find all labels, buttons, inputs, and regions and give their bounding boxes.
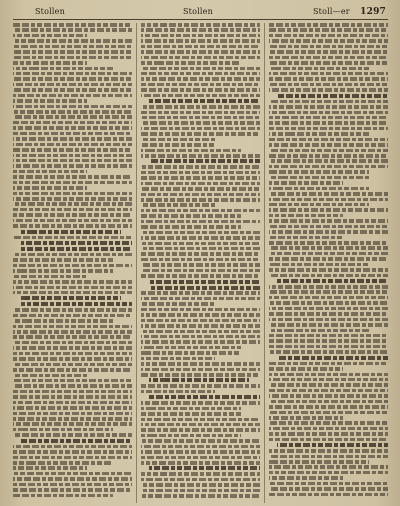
text-line (269, 165, 388, 169)
text-line (141, 258, 260, 262)
text-line (269, 241, 388, 245)
text-line (13, 269, 113, 273)
text-line (141, 45, 260, 49)
text-line (269, 421, 388, 425)
text-line (13, 275, 87, 279)
text-line (269, 198, 388, 202)
text-line (141, 56, 260, 60)
text-line (269, 400, 388, 404)
text-line (141, 187, 260, 191)
text-line (269, 252, 388, 256)
text-line (269, 383, 388, 387)
text-line (13, 433, 132, 437)
text-line (141, 346, 241, 350)
text-line (141, 23, 260, 27)
text-line (141, 242, 260, 246)
text-line (13, 374, 87, 378)
text-line (13, 72, 132, 76)
text-line (13, 132, 132, 136)
text-line (13, 50, 132, 54)
text-line (21, 241, 132, 245)
text-line (141, 351, 241, 355)
text-line (141, 461, 260, 465)
text-line (141, 390, 215, 394)
text-line (269, 482, 388, 486)
text-line (13, 352, 132, 356)
text-line (13, 88, 132, 92)
text-line (269, 214, 343, 218)
text-line (149, 286, 260, 290)
text-line (141, 423, 260, 427)
text-line (141, 450, 260, 454)
text-line (269, 455, 388, 459)
text-line (21, 439, 132, 443)
text-line (269, 389, 388, 393)
text-line (13, 126, 132, 130)
text-line (149, 159, 260, 163)
text-line (141, 165, 260, 169)
text-line (21, 296, 121, 300)
text-line (269, 208, 388, 212)
text-line (141, 171, 260, 175)
text-line (141, 149, 241, 153)
text-line (141, 472, 260, 476)
text-line (269, 192, 388, 196)
text-line (13, 148, 132, 152)
text-line (277, 94, 388, 98)
text-line (141, 231, 260, 235)
text-line (141, 428, 260, 432)
text-line (13, 197, 132, 201)
text-line (269, 23, 388, 27)
text-line (269, 181, 343, 185)
text-line (269, 350, 388, 354)
header-right-word: Stoll—er (313, 7, 350, 16)
text-line (269, 72, 388, 76)
text-line (141, 116, 260, 120)
text-line (13, 115, 132, 119)
text-line (13, 23, 132, 27)
text-line (141, 308, 260, 312)
text-line (13, 428, 113, 432)
text-line (269, 301, 388, 305)
text-line (141, 247, 260, 251)
text-line (141, 291, 260, 295)
text-line (13, 314, 132, 318)
text-line (13, 477, 132, 481)
text-line (13, 357, 132, 361)
text-line (13, 181, 132, 185)
text-line (269, 154, 388, 158)
text-line (141, 236, 260, 240)
text-line (141, 143, 215, 147)
text-line (141, 384, 260, 388)
text-line (13, 99, 87, 103)
text-line (269, 116, 388, 120)
text-line (141, 72, 260, 76)
text-line (269, 56, 388, 60)
text-line (141, 193, 260, 197)
text-line (269, 345, 388, 349)
text-line (277, 356, 388, 360)
text-line (269, 61, 388, 65)
text-line (269, 290, 388, 294)
text-line (141, 313, 260, 317)
header-center-word: Stollen (183, 7, 213, 16)
text-line (141, 483, 260, 487)
text-line (149, 378, 249, 382)
text-line (13, 110, 132, 114)
text-line (269, 203, 369, 207)
text-line (141, 88, 260, 92)
text-line (13, 56, 132, 60)
text-line (141, 111, 260, 115)
text-line (269, 296, 388, 300)
text-line (141, 401, 260, 405)
text-line (269, 476, 343, 480)
text-line (13, 450, 132, 454)
text-line (141, 105, 260, 109)
text-line (141, 225, 241, 229)
text-line (13, 319, 113, 323)
text-line (269, 274, 388, 278)
text-line (269, 170, 369, 174)
text-line (269, 318, 388, 322)
text-line (141, 368, 260, 372)
text-line (269, 394, 388, 398)
text-line (13, 258, 113, 262)
text-line (13, 472, 132, 476)
text-line (13, 308, 132, 312)
text-line (269, 307, 388, 311)
text-line (141, 34, 260, 38)
text-line (141, 456, 260, 460)
text-line (141, 418, 260, 422)
text-line (269, 312, 388, 316)
text-line (269, 268, 388, 272)
text-line (21, 302, 132, 306)
text-line (269, 438, 388, 442)
text-line (149, 395, 260, 399)
column-right (264, 23, 388, 503)
text-line (13, 253, 132, 257)
text-line (269, 149, 388, 153)
text-line (141, 94, 260, 98)
text-line (13, 154, 132, 158)
text-line (269, 362, 388, 366)
text-line (141, 434, 241, 438)
text-line (13, 325, 132, 329)
text-line (13, 236, 132, 240)
text-line (269, 100, 388, 104)
text-line (141, 220, 260, 224)
text-line (13, 28, 132, 32)
text-line (141, 297, 260, 301)
text-line (269, 45, 388, 49)
text-line (269, 28, 388, 32)
text-line (269, 105, 388, 109)
text-line (269, 373, 388, 377)
text-line (141, 489, 260, 493)
text-line (141, 335, 260, 339)
text-line (13, 466, 87, 470)
text-line (141, 138, 215, 142)
text-line (269, 416, 343, 420)
text-line (141, 28, 260, 32)
text-line (141, 324, 260, 328)
text-line (141, 330, 260, 334)
text-line (13, 186, 87, 190)
text-line (269, 378, 388, 382)
running-header (13, 6, 388, 20)
text-line (269, 143, 388, 147)
text-line (269, 138, 388, 142)
text-line (13, 363, 132, 367)
column-left (13, 23, 132, 503)
text-line (141, 198, 260, 202)
text-line (141, 252, 260, 256)
text-line (269, 159, 388, 163)
text-line (13, 159, 132, 163)
text-line (141, 302, 215, 306)
text-line (13, 445, 132, 449)
text-line (269, 471, 388, 475)
text-line (149, 280, 260, 284)
text-line (141, 412, 241, 416)
text-line (269, 219, 388, 223)
text-line (141, 61, 241, 65)
text-line (269, 334, 388, 338)
text-line (13, 335, 132, 339)
text-line (13, 401, 132, 405)
text-line (269, 367, 343, 371)
text-line (13, 34, 87, 38)
text-line (13, 379, 132, 383)
text-line (277, 443, 388, 447)
text-line (269, 427, 388, 431)
text-line (13, 137, 132, 141)
text-line (141, 67, 260, 71)
text-line (13, 208, 132, 212)
text-line (141, 478, 260, 482)
text-line (13, 164, 132, 168)
text-line (277, 279, 388, 283)
text-line (13, 45, 132, 49)
text-line (13, 341, 132, 345)
text-line (269, 111, 388, 115)
text-line (13, 219, 132, 223)
text-line (269, 432, 388, 436)
text-line (269, 460, 369, 464)
text-line (269, 127, 388, 131)
text-line (13, 390, 132, 394)
text-line (269, 323, 388, 327)
text-line (21, 247, 132, 251)
text-line (13, 417, 132, 421)
column-middle (136, 23, 260, 503)
text-line (13, 105, 132, 109)
text-line (141, 132, 260, 136)
text-line (13, 483, 132, 487)
text-line (141, 214, 241, 218)
header-left-word: Stollen (35, 7, 65, 16)
text-line (13, 143, 132, 147)
text-line (13, 488, 132, 492)
text-line (13, 121, 132, 125)
text-line (13, 61, 87, 65)
text-line (269, 77, 388, 81)
text-line (13, 461, 113, 465)
text-line (13, 395, 132, 399)
text-line (269, 34, 388, 38)
text-line (13, 170, 87, 174)
text-line (13, 202, 132, 206)
text-line (269, 339, 388, 343)
text-line (141, 445, 260, 449)
text-line (269, 187, 369, 191)
text-line (269, 236, 343, 240)
text-line (141, 50, 260, 54)
text-line (141, 357, 215, 361)
text-line (141, 263, 260, 267)
text-line (141, 209, 260, 213)
text-line (269, 449, 388, 453)
text-line (13, 280, 132, 284)
text-line (269, 465, 388, 469)
text-line (269, 83, 388, 87)
text-line (269, 132, 369, 136)
text-line (149, 466, 260, 470)
text-line (141, 127, 260, 131)
text-line (13, 213, 132, 217)
text-line (269, 405, 388, 409)
text-line (141, 439, 260, 443)
text-line (141, 176, 260, 180)
text-line (269, 39, 388, 43)
text-line (13, 406, 132, 410)
text-line (13, 67, 113, 71)
text-line (13, 346, 132, 350)
text-line (269, 176, 369, 180)
text-line (13, 422, 132, 426)
text-line (13, 224, 132, 228)
text-line (13, 456, 132, 460)
text-line (13, 330, 132, 334)
text-line (13, 83, 132, 87)
text-line (141, 182, 260, 186)
text-line (13, 368, 132, 372)
text-line (141, 203, 215, 207)
text-line (13, 412, 132, 416)
text-line (269, 285, 388, 289)
text-line (13, 192, 132, 196)
text-line (149, 99, 260, 103)
text-line (13, 175, 132, 179)
text-line (269, 246, 388, 250)
text-line (141, 373, 260, 377)
text-line (141, 39, 260, 43)
text-line (13, 494, 113, 498)
text-line (141, 340, 260, 344)
text-line (13, 291, 132, 295)
text-line (13, 39, 132, 43)
text-line (269, 88, 388, 92)
text-line (141, 319, 260, 323)
text-columns (13, 23, 388, 503)
text-line (13, 264, 132, 268)
text-line (269, 329, 369, 333)
text-line (13, 77, 132, 81)
text-line (141, 77, 260, 81)
text-line (269, 487, 388, 491)
text-line (269, 121, 388, 125)
text-line (141, 494, 260, 498)
text-line (21, 230, 121, 234)
text-line (13, 94, 132, 98)
text-line (141, 121, 260, 125)
page-number: 1297 (360, 7, 386, 17)
text-line (13, 384, 132, 388)
text-line (269, 411, 388, 415)
text-line (141, 407, 241, 411)
text-line (269, 230, 388, 234)
text-line (141, 269, 260, 273)
text-line (141, 83, 260, 87)
text-line (141, 274, 260, 278)
text-line (269, 50, 388, 54)
text-line (141, 154, 260, 158)
text-line (269, 493, 388, 497)
text-line (141, 362, 260, 366)
text-line (13, 286, 132, 290)
text-line (269, 263, 369, 267)
text-line (269, 257, 388, 261)
text-line (269, 225, 388, 229)
text-line (269, 67, 369, 71)
